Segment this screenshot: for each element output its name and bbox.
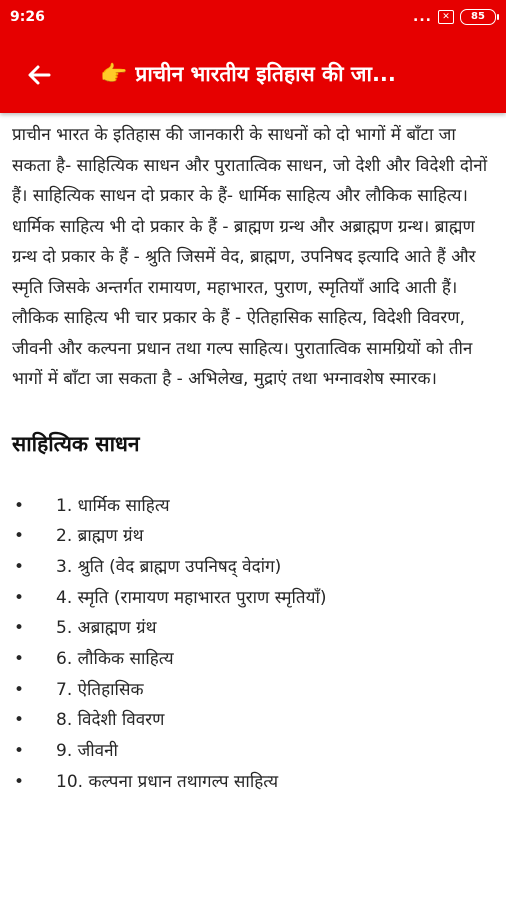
list-item — [12, 552, 496, 583]
close-box-icon: ✕ — [438, 10, 454, 24]
back-button[interactable] — [24, 60, 54, 90]
pointing-hand-icon: 👉 — [100, 61, 128, 87]
article-content — [12, 120, 496, 797]
list-item — [12, 705, 496, 736]
list-item-text: 10. कल्पना प्रधान तथागल्प साहित्य — [56, 771, 279, 792]
bullet-icon: • — [14, 771, 25, 792]
list-item — [12, 583, 496, 614]
bullet-icon: • — [14, 587, 25, 608]
list-item-text: 8. विदेशी विवरण — [56, 710, 165, 731]
bullet-icon: • — [14, 679, 25, 700]
bullet-icon: • — [14, 618, 25, 639]
list-item — [12, 675, 496, 706]
list-item-text: 2. ब्राह्मण ग्रंथ — [56, 526, 144, 547]
bullet-icon: • — [14, 526, 25, 547]
list-item-text: 4. स्मृति (रामायण महाभारत पुराण स्मृतियाँ) — [56, 587, 327, 608]
bullet-icon: • — [14, 710, 25, 731]
list-item-text: 5. अब्राह्मण ग्रंथ — [56, 618, 157, 639]
source-list — [12, 491, 496, 798]
status-bar — [0, 0, 506, 34]
page-title — [100, 60, 480, 88]
more-notifications-icon: ... — [413, 9, 432, 25]
arrow-left-icon — [24, 60, 54, 90]
list-item — [12, 736, 496, 767]
battery-icon: 85 — [460, 9, 496, 25]
app-bar — [0, 0, 506, 113]
list-item — [12, 767, 496, 798]
toolbar — [0, 34, 506, 113]
list-item — [12, 644, 496, 675]
list-item — [12, 491, 496, 522]
bullet-icon: • — [14, 741, 25, 761]
bullet-icon: • — [14, 495, 25, 516]
list-item-text: 1. धार्मिक साहित्य — [56, 495, 170, 516]
bullet-icon: • — [14, 556, 25, 577]
list-item-text: 6. लौकिक साहित्य — [56, 648, 174, 669]
status-icons — [413, 9, 496, 25]
list-item — [12, 613, 496, 644]
intro-paragraph: प्राचीन भारत के इतिहास की जानकारी के साधनों को दो भागों में बाँटा जा सकता है- साहित्यिक साधन और पुरातात्विक साधन, जो देशी और विदेशी दोनों हैं। साहित्यिक साधन दो प्रकार के हैं- धार्मिक साहित्य और लौकिक साहित्य। धार्मिक साहित्य भी दो प्रकार के हैं - ब्राह्मण ग्रन्थ और अब्राह्मण ग्रन्थ। ब्राह्मण ग्रन्थ दो प्रकार के हैं - श्रुति जिसमें वेद, ब्राह्मण, उपनिषद इत्यादि आते हैं और स्मृति जिसके अन्तर्गत रामायण, महाभारत, पुराण, स्मृतियाँ आदि आती हैं। लौकिक साहित्य भी चार प्रकार के हैं - ऐतिहासिक साहित्य, विदेशी विवरण, जीवनी और कल्पना प्रधान तथा गल्प साहित्य। पुरातात्विक सामग्रियों को तीन भागों में बाँटा जा सकता है - अभिलेख, मुद्राएं तथा भग्नावशेष स्मारक। — [12, 125, 488, 389]
section-heading: साहित्यिक साधन — [12, 431, 140, 456]
page-title-text: प्राचीन भारतीय इतिहास की जा... — [135, 62, 396, 86]
list-item — [12, 521, 496, 552]
list-item-text: 3. श्रुति (वेद ब्राह्मण उपनिषद् वेदांग) — [56, 556, 282, 577]
status-time: 9:26 — [10, 9, 45, 25]
bullet-icon: • — [14, 648, 25, 669]
list-item-text: 9. जीवनी — [56, 741, 118, 761]
list-item-text: 7. ऐतिहासिक — [56, 679, 144, 700]
